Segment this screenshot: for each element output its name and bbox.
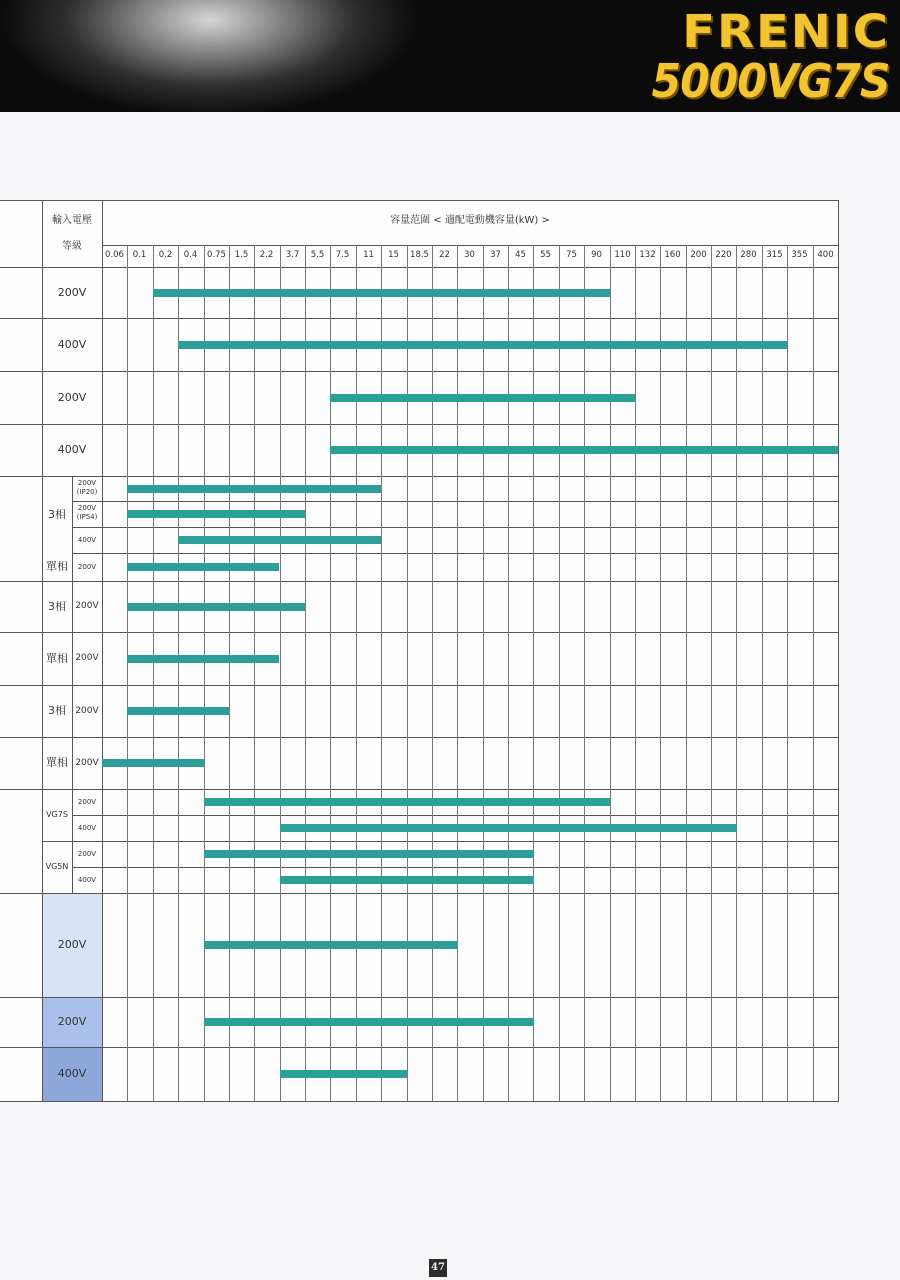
voltage-label: 200V [77,798,97,806]
capacity-range-bar [127,707,229,715]
capacity-tick-label: 400 [817,250,834,260]
capacity-tick-label: 0.75 [207,250,226,260]
row-divider [0,581,838,582]
row-divider [0,371,838,372]
voltage-label: 200V [57,391,87,404]
capacity-range-bar [127,603,305,611]
row-divider [0,737,838,738]
grid-line [153,245,154,1101]
capacity-title: 容量范圍 < 適配電動機容量(kW) > [390,215,550,226]
capacity-tick-label: 30 [464,250,475,260]
capacity-tick-label: 37 [490,250,501,260]
capacity-range-bar [127,563,279,571]
grid-line [610,245,611,1101]
grid-line [330,245,331,1101]
grid-line [660,245,661,1101]
grid-line [584,245,585,1101]
grid-line [533,245,534,1101]
grid-line [686,245,687,1101]
capacity-tick-label: 0.2 [158,250,173,260]
voltage-label: 400V [77,536,97,544]
capacity-tick-label: 200 [690,250,707,260]
phase-group-label: 單相 [46,756,68,769]
protection-label: (IP54) [76,513,98,521]
phase-group-label: 3相 [48,600,66,613]
grid-line [127,245,128,1101]
capacity-tick-label: 280 [740,250,757,260]
capacity-tick-label: 0.06 [105,250,124,260]
grid-line [736,245,737,1101]
capacity-tick-label: 160 [664,250,681,260]
phase-group-label: 3相 [48,704,66,717]
capacity-range-bar [178,536,381,544]
phase-group-label: 單相 [46,652,68,665]
voltage-label: 400V [57,338,87,351]
voltage-label: 400V [57,443,87,456]
row-divider [42,841,838,842]
grid-line [204,245,205,1101]
capacity-tick-label: 0.1 [132,250,147,260]
grid-line [787,245,788,1101]
capacity-tick-label: 315 [766,250,783,260]
row-divider [0,893,838,894]
row-divider [0,997,838,998]
row-divider [72,867,838,868]
capacity-tick-label: 132 [639,250,656,260]
grid-line [381,245,382,1101]
voltage-title-2: 等級 [62,241,82,252]
column-divider [102,201,103,1101]
row-divider [0,267,838,268]
voltage-label: 400V [57,1067,87,1080]
capacity-tick-label: 75 [566,250,577,260]
capacity-tick-label: 22 [439,250,450,260]
grid-line [762,245,763,1101]
row-divider [0,318,838,319]
grid-line [559,245,560,1101]
phase-group-label: VG7S [46,810,68,819]
phase-group-label: 單相 [46,560,68,573]
capacity-table [0,200,839,1102]
capacity-range-bar [127,485,381,493]
voltage-label: 200V [75,601,99,611]
capacity-tick-label: 3.7 [285,250,300,260]
capacity-range-bar [178,341,787,349]
capacity-range-bar [280,1070,407,1078]
capacity-tick-label: 1.5 [234,250,249,260]
row-divider [72,501,838,502]
capacity-tick-label: 15 [388,250,399,260]
voltage-label: 200V [57,938,87,951]
capacity-tick-label: 220 [715,250,732,260]
capacity-range-bar [204,850,534,858]
capacity-tick-label: 2.2 [259,250,274,260]
grid-line [178,245,179,1101]
grid-line [483,245,484,1101]
capacity-range-bar [127,510,305,518]
capacity-tick-label: 11 [363,250,374,260]
capacity-tick-label: 90 [591,250,602,260]
grid-line [813,245,814,1101]
grid-line [280,245,281,1101]
grid-line [457,245,458,1101]
grid-line [432,245,433,1101]
voltage-label: 200V [75,706,99,716]
capacity-range-bar [280,824,737,832]
capacity-range-bar [330,446,838,454]
voltage-label: 200V (IP54) [72,501,102,527]
capacity-range-bar [330,394,635,402]
phase-group-label: VG5N [45,862,69,871]
voltage-label: 200V [75,653,99,663]
voltage-label: 200V [57,1015,87,1028]
page-number: 47 [429,1259,447,1277]
capacity-range-bar [153,289,610,297]
grid-line [229,245,230,1101]
voltage-label: 200V (IP20) [72,476,102,501]
capacity-range-bar [127,655,279,663]
grid-line [635,245,636,1101]
capacity-tick-label: 5.5 [310,250,325,260]
voltage-label: 400V [77,876,97,884]
capacity-tick-label: 18.5 [410,250,429,260]
row-divider [0,685,838,686]
row-divider [0,632,838,633]
capacity-tick-label: 0.4 [183,250,198,260]
voltage-label: 200V [77,850,97,858]
row-divider [0,789,838,790]
phase-group-label: 3相 [48,508,66,521]
capacity-tick-label: 7.5 [335,250,350,260]
brand-logo [631,5,890,108]
capacity-range-bar [102,759,204,767]
capacity-tick-label: 355 [791,250,808,260]
capacity-tick-label: 110 [614,250,631,260]
row-divider [72,553,838,554]
capacity-range-bar [204,1018,534,1026]
capacity-tick-label: 55 [540,250,551,260]
grid-line [711,245,712,1101]
voltage-label: 200V [75,758,99,768]
header-banner [0,0,900,112]
row-divider [0,424,838,425]
voltage-title-1: 輸入電壓 [52,215,92,226]
brand-line-1: FRENIC [682,5,890,59]
brand-line-2: 5000VG7S [652,54,890,108]
row-divider [72,815,838,816]
protection-label: (IP20) [76,488,98,496]
capacity-range-bar [204,941,458,949]
row-divider [0,476,838,477]
grid-line [356,245,357,1101]
capacity-tick-label: 45 [515,250,526,260]
voltage-label: 400V [77,824,97,832]
capacity-range-bar [204,798,610,806]
grid-line [254,245,255,1101]
voltage-label: 200V [57,286,87,299]
row-divider [0,1047,838,1048]
grid-line [407,245,408,1101]
grid-line [508,245,509,1101]
voltage-label: 200V [77,563,97,571]
row-divider [72,527,838,528]
grid-line [305,245,306,1101]
capacity-range-bar [280,876,534,884]
